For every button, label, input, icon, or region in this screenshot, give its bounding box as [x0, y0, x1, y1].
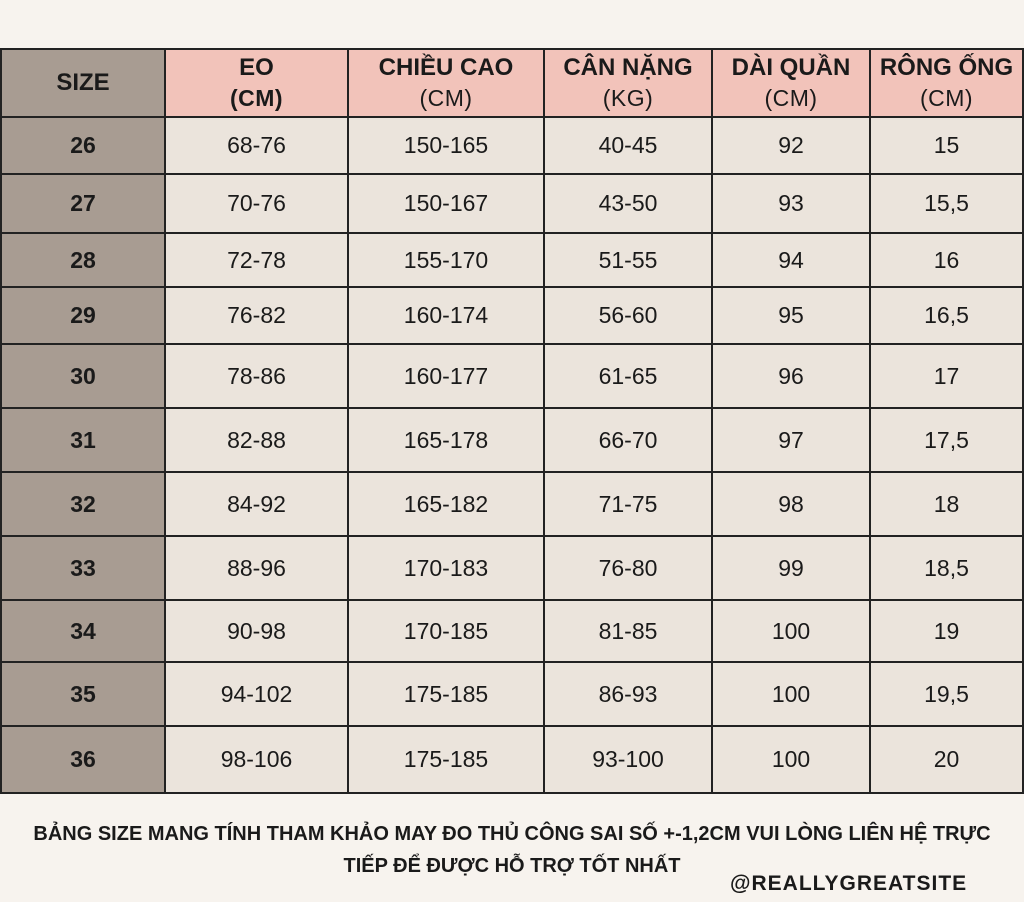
- cell-chieu-cao: 165-182: [348, 472, 544, 536]
- header-row: [1, 49, 1023, 117]
- cell-eo: 88-96: [165, 536, 348, 600]
- cell-rong-ong: 15: [870, 117, 1023, 174]
- cell-rong-ong: 16: [870, 233, 1023, 287]
- cell-dai-quan: 98: [712, 472, 870, 536]
- cell-can-nang: 86-93: [544, 662, 712, 726]
- cell-can-nang: 66-70: [544, 408, 712, 472]
- cell-can-nang: 51-55: [544, 233, 712, 287]
- cell-chieu-cao: 150-167: [348, 174, 544, 233]
- cell-size: 27: [1, 174, 165, 233]
- header-can-nang: CÂN NẶNG (KG): [544, 49, 712, 117]
- table-row: [1, 662, 1023, 726]
- table-row: [1, 536, 1023, 600]
- table-row: [1, 287, 1023, 344]
- cell-chieu-cao: 160-174: [348, 287, 544, 344]
- cell-rong-ong: 18,5: [870, 536, 1023, 600]
- cell-eo: 82-88: [165, 408, 348, 472]
- cell-dai-quan: 96: [712, 344, 870, 408]
- cell-dai-quan: 100: [712, 662, 870, 726]
- cell-eo: 70-76: [165, 174, 348, 233]
- table-row: [1, 344, 1023, 408]
- cell-size: 26: [1, 117, 165, 174]
- cell-size: 35: [1, 662, 165, 726]
- footnote-line-2: TIẾP ĐỂ ĐƯỢC HỖ TRỢ TỐT NHẤT: [343, 855, 681, 877]
- cell-size: 28: [1, 233, 165, 287]
- cell-rong-ong: 17,5: [870, 408, 1023, 472]
- cell-eo: 78-86: [165, 344, 348, 408]
- cell-eo: 76-82: [165, 287, 348, 344]
- cell-size: 30: [1, 344, 165, 408]
- cell-size: 32: [1, 472, 165, 536]
- cell-size: 29: [1, 287, 165, 344]
- cell-chieu-cao: 175-185: [348, 662, 544, 726]
- cell-rong-ong: 19,5: [870, 662, 1023, 726]
- cell-can-nang: 40-45: [544, 117, 712, 174]
- footnote-line-1: BẢNG SIZE MANG TÍNH THAM KHẢO MAY ĐO THỦ CÔNG SAI SỐ +-1,2CM VUI LÒNG LIÊN HỆ TRỰC: [33, 823, 991, 845]
- size-table: [0, 48, 1024, 794]
- cell-rong-ong: 18: [870, 472, 1023, 536]
- cell-dai-quan: 95: [712, 287, 870, 344]
- table-row: [1, 117, 1023, 174]
- table-row: [1, 472, 1023, 536]
- cell-eo: 84-92: [165, 472, 348, 536]
- cell-dai-quan: 100: [712, 726, 870, 793]
- cell-eo: 72-78: [165, 233, 348, 287]
- table-row: [1, 233, 1023, 287]
- cell-size: 34: [1, 600, 165, 662]
- cell-dai-quan: 92: [712, 117, 870, 174]
- cell-dai-quan: 93: [712, 174, 870, 233]
- header-size: SIZE: [1, 49, 165, 117]
- cell-chieu-cao: 175-185: [348, 726, 544, 793]
- cell-dai-quan: 99: [712, 536, 870, 600]
- table-row: [1, 174, 1023, 233]
- table-body: [1, 117, 1023, 793]
- cell-dai-quan: 94: [712, 233, 870, 287]
- cell-dai-quan: 97: [712, 408, 870, 472]
- header-eo: EO (CM): [165, 49, 348, 117]
- cell-chieu-cao: 170-183: [348, 536, 544, 600]
- cell-can-nang: 43-50: [544, 174, 712, 233]
- site-handle: @REALLYGREATSITE: [730, 872, 968, 895]
- table-row: [1, 600, 1023, 662]
- cell-eo: 98-106: [165, 726, 348, 793]
- table-row: [1, 726, 1023, 793]
- cell-can-nang: 61-65: [544, 344, 712, 408]
- cell-can-nang: 76-80: [544, 536, 712, 600]
- header-chieu-cao: CHIỀU CAO (CM): [348, 49, 544, 117]
- table-row: [1, 408, 1023, 472]
- cell-rong-ong: 20: [870, 726, 1023, 793]
- cell-chieu-cao: 150-165: [348, 117, 544, 174]
- cell-chieu-cao: 160-177: [348, 344, 544, 408]
- cell-rong-ong: 16,5: [870, 287, 1023, 344]
- cell-size: 33: [1, 536, 165, 600]
- cell-eo: 68-76: [165, 117, 348, 174]
- header-dai-quan: DÀI QUẦN (CM): [712, 49, 870, 117]
- cell-can-nang: 71-75: [544, 472, 712, 536]
- cell-can-nang: 93-100: [544, 726, 712, 793]
- cell-chieu-cao: 165-178: [348, 408, 544, 472]
- cell-eo: 90-98: [165, 600, 348, 662]
- cell-size: 36: [1, 726, 165, 793]
- cell-rong-ong: 17: [870, 344, 1023, 408]
- cell-can-nang: 81-85: [544, 600, 712, 662]
- cell-eo: 94-102: [165, 662, 348, 726]
- cell-rong-ong: 19: [870, 600, 1023, 662]
- header-rong-ong: RÔNG ỐNG (CM): [870, 49, 1023, 117]
- cell-rong-ong: 15,5: [870, 174, 1023, 233]
- cell-can-nang: 56-60: [544, 287, 712, 344]
- cell-chieu-cao: 155-170: [348, 233, 544, 287]
- cell-size: 31: [1, 408, 165, 472]
- cell-chieu-cao: 170-185: [348, 600, 544, 662]
- cell-dai-quan: 100: [712, 600, 870, 662]
